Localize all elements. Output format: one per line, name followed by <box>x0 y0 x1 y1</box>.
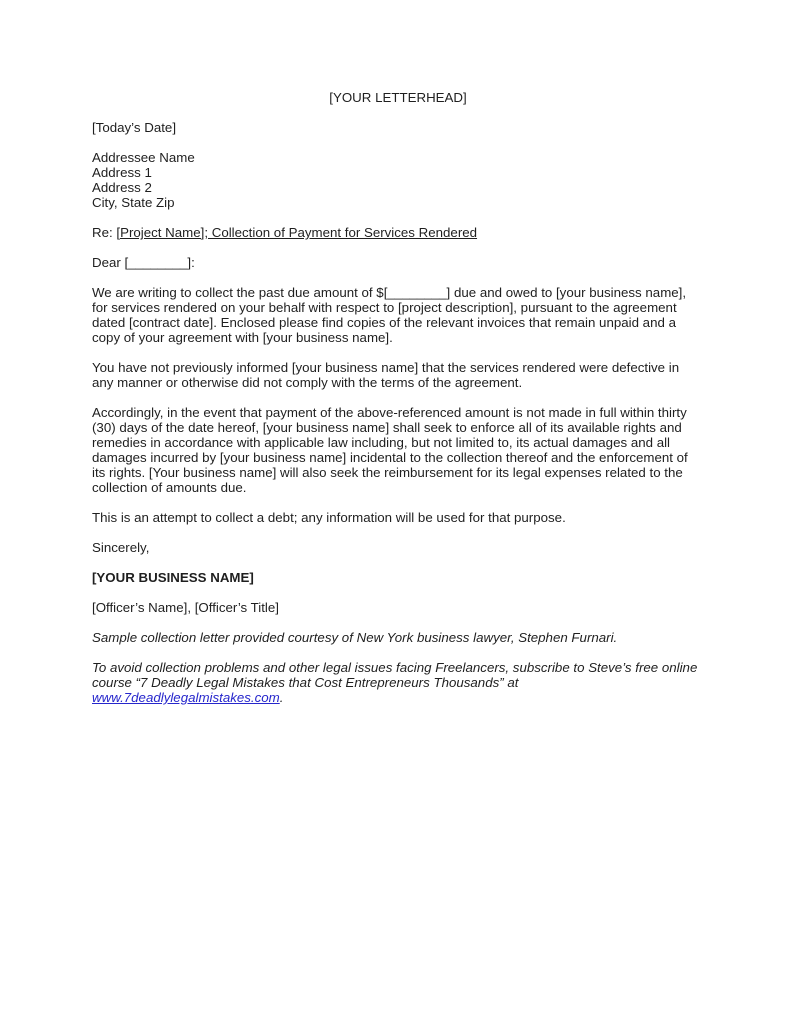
date-line: [Today’s Date] <box>92 120 177 135</box>
signature-business-name: [YOUR BUSINESS NAME] <box>92 570 254 585</box>
addressee-name: Addressee Name <box>92 150 195 165</box>
salutation: Dear [________]: <box>92 255 195 270</box>
body-paragraph-2: You have not previously informed [your business name] that the services rendered were defective in any manner or otherwise did not comply with the terms of the agreement. <box>92 360 680 390</box>
addressee-block <box>92 150 704 210</box>
addressee-city-state-zip: City, State Zip <box>92 195 175 210</box>
closing: Sincerely, <box>92 540 150 555</box>
re-line <box>92 225 704 240</box>
re-line-prefix: Re: <box>92 225 117 240</box>
footer-promo-text: To avoid collection problems and other legal issues facing Freelancers, subscribe to Steve’s free online course “7 Deadly Legal Mistakes that Cost Entrepreneurs Thousands” at <box>92 660 698 690</box>
signature-officer-line: [Officer’s Name], [Officer’s Title] <box>92 600 279 615</box>
body-paragraph-4: This is an attempt to collect a debt; any information will be used for that purpose. <box>92 510 566 525</box>
footer-promo-period: . <box>279 690 284 705</box>
footer-promo <box>92 660 704 705</box>
re-line-subject: [Project Name]; Collection of Payment for Services Rendered <box>116 225 478 240</box>
letterhead: [YOUR LETTERHEAD] <box>329 90 467 105</box>
promo-hyperlink[interactable]: www.7deadlylegalmistakes.com <box>92 690 280 705</box>
addressee-address-2: Address 2 <box>92 180 152 195</box>
addressee-address-1: Address 1 <box>92 165 152 180</box>
body-paragraph-1: We are writing to collect the past due amount of $[________] due and owed to [your business name], for services rendered on your behalf with respect to [project description], pursuant to the agreement dated [contract date]. Enclosed please find copies of the relevant invoices that remain unpaid and a copy of your agreement with [your business name]. <box>92 285 687 345</box>
body-paragraph-3: Accordingly, in the event that payment of the above-referenced amount is not made in full within thirty (30) days of the date hereof, [your business name] shall seek to enforce all of its available rights and remedies in accordance with applicable law including, but not limited to, its actual damages and all damages incurred by [your business name] incidental to the collection thereof and the enforcement of its rights. [Your business name] will also seek the reimbursement for its legal expenses related to the collection of amounts due. <box>92 405 688 495</box>
footer-credit-line: Sample collection letter provided courtesy of New York business lawyer, Stephen Furnari. <box>92 630 618 645</box>
